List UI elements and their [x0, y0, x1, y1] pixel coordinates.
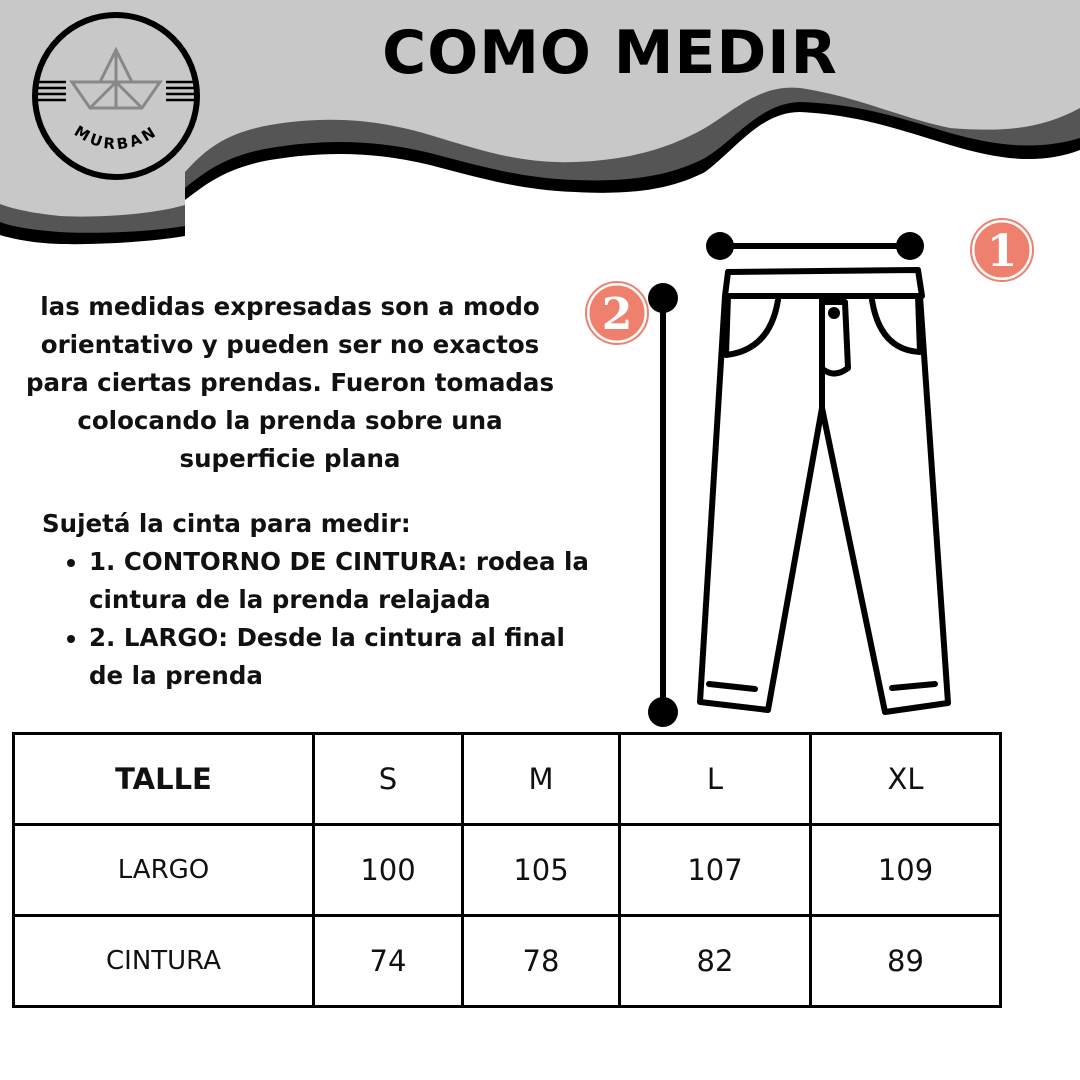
pants-icon: [700, 270, 948, 712]
brand-name: MURBAN: [71, 121, 161, 154]
intro-text: las medidas expresadas son a modo orientativo y pueden ser no exactos para ciertas prendas. Fueron tomadas colocando la prenda sobre una superficie plana: [25, 292, 555, 473]
instructions: [42, 505, 602, 695]
instructions-list: [42, 543, 602, 695]
size-table: [12, 732, 1002, 1008]
table-cell: 100: [314, 825, 463, 916]
table-row-label: LARGO: [14, 825, 314, 916]
table-row: [14, 916, 1001, 1007]
length-measure-line: [648, 283, 678, 727]
table-header-row: [14, 734, 1001, 825]
marker-one-badge: [971, 219, 1033, 281]
table-row: [14, 825, 1001, 916]
marker-two-label: 2: [601, 289, 633, 340]
instructions-heading: Sujetá la cinta para medir:: [42, 509, 411, 538]
table-cell: 74: [314, 916, 463, 1007]
paper-boat-icon: [72, 50, 160, 108]
page-title: COMO MEDIR: [382, 18, 838, 88]
table-cell: 78: [463, 916, 620, 1007]
pants-diagram: [580, 215, 1050, 730]
table-cell: 82: [620, 916, 811, 1007]
table-cell: 89: [811, 916, 1001, 1007]
waist-measure-line: [706, 232, 924, 260]
table-cell: 107: [620, 825, 811, 916]
table-header-cell: L: [620, 734, 811, 825]
table-cell: 105: [463, 825, 620, 916]
instruction-item-waist: • 1. CONTORNO DE CINTURA: rodea la cintura de la prenda relajada: [89, 543, 602, 619]
murban-logo: [30, 10, 202, 182]
table-header-cell: S: [314, 734, 463, 825]
table-cell: 109: [811, 825, 1001, 916]
table-row-label: CINTURA: [14, 916, 314, 1007]
instruction-item-length: • 2. LARGO: Desde la cintura al final de la prenda: [89, 619, 602, 695]
speed-lines-left: [36, 82, 66, 100]
table-header-label: TALLE: [14, 734, 314, 825]
marker-two-badge: [586, 282, 648, 344]
table-header-cell: XL: [811, 734, 1001, 825]
marker-one-label: 1: [986, 226, 1018, 277]
table-header-cell: M: [463, 734, 620, 825]
speed-lines-right: [166, 82, 196, 100]
